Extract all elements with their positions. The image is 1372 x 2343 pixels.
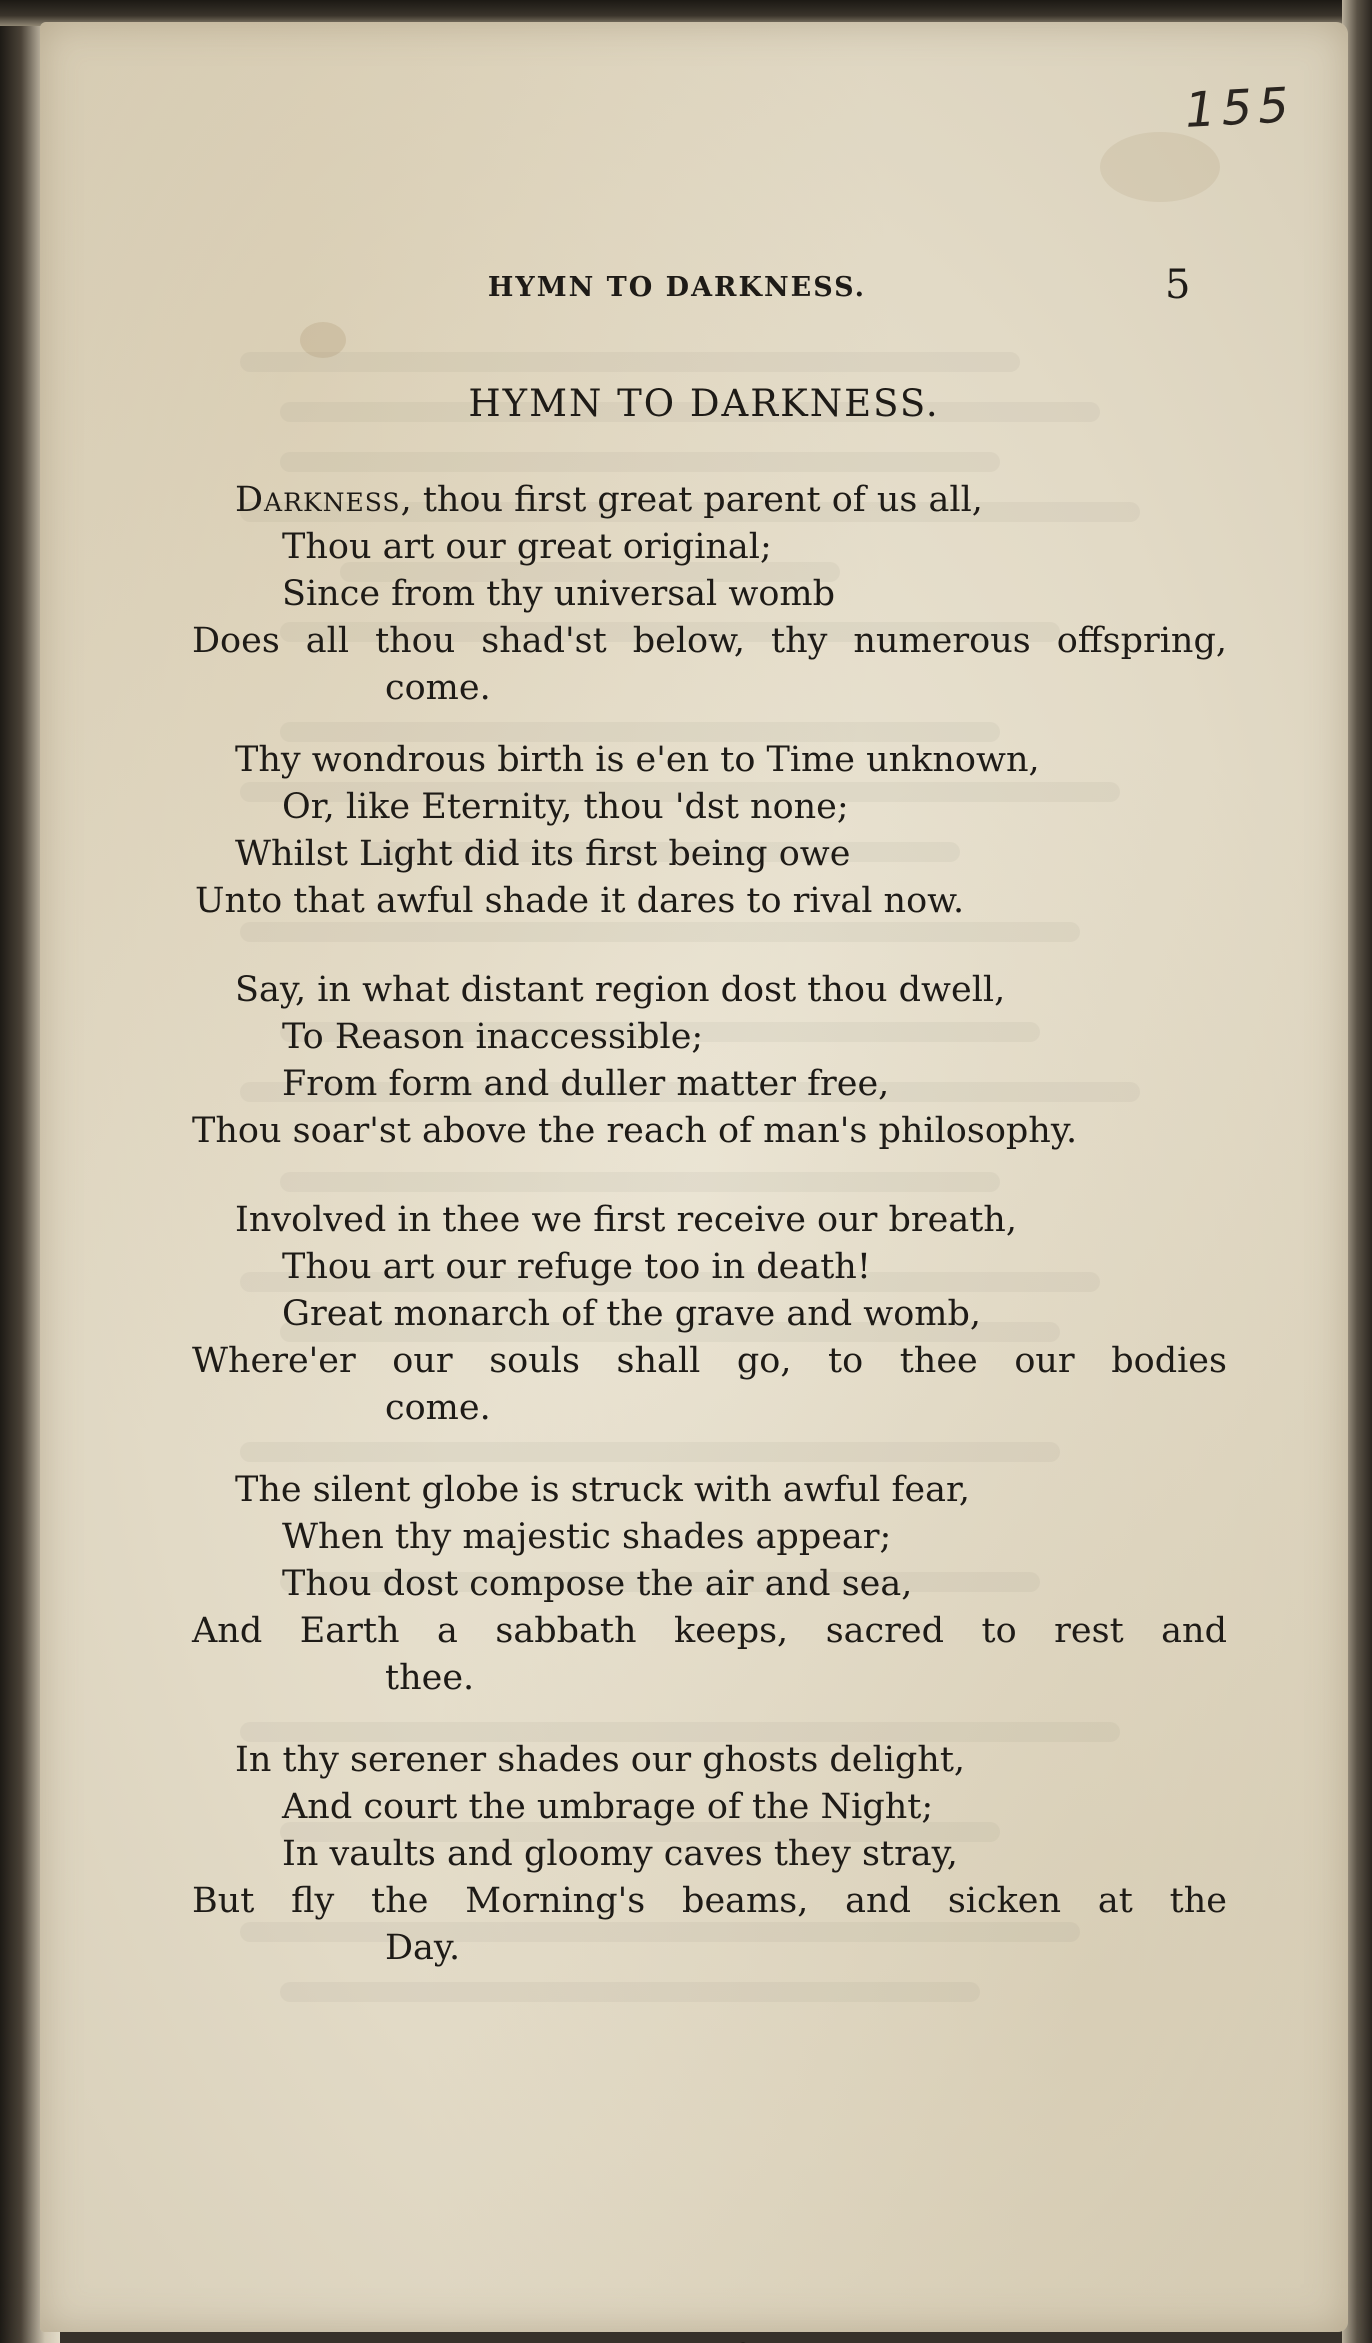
- poem-line: The silent globe is struck with awful fear,: [235, 1470, 971, 1510]
- poem-line: Unto that awful shade it dares to rival now.: [195, 881, 965, 921]
- poem-title-text: HYMN TO DARKNESS.: [468, 382, 940, 425]
- running-head-title: HYMN TO DARKNESS.: [487, 272, 867, 303]
- poem-line: thee.: [385, 1658, 475, 1698]
- poem-line: come.: [385, 668, 491, 708]
- poem-line: In thy serener shades our ghosts delight,: [235, 1740, 966, 1780]
- running-head: [40, 272, 1348, 303]
- poem-line: To Reason inaccessible;: [282, 1017, 704, 1057]
- foxing-spot: [1100, 132, 1220, 202]
- poem-line: Thy wondrous birth is e'en to Time unknown,: [235, 740, 1040, 780]
- page-number: 5: [1165, 262, 1191, 308]
- poem-line: Thou soar'st above the reach of man's philosophy.: [192, 1111, 1078, 1151]
- poem-line: Say, in what distant region dost thou dwell,: [235, 970, 1006, 1010]
- line-text: , thou first great parent of us all,: [400, 480, 983, 520]
- book-page: [40, 22, 1348, 2332]
- poem-line: When thy majestic shades appear;: [282, 1517, 892, 1557]
- poem-line: And Earth a sabbath keeps, sacred to rest and: [192, 1611, 1227, 1651]
- poem-line: Where'er our souls shall go, to thee our bodies: [192, 1341, 1227, 1381]
- poem-line: [235, 477, 983, 523]
- poem-line: come.: [385, 1388, 491, 1428]
- poem-line: And court the umbrage of the Night;: [282, 1787, 934, 1827]
- foxing-spot: [300, 322, 346, 358]
- poem-line: Does all thou shad'st below, thy numerous offspring,: [192, 621, 1227, 661]
- bleed-through-text: [40, 22, 1348, 2332]
- poem-line: Thou dost compose the air and sea,: [282, 1564, 913, 1604]
- handwritten-folio-number: 155: [1183, 77, 1297, 139]
- poem-line: Thou art our refuge too in death!: [282, 1247, 871, 1287]
- poem-title: [40, 382, 1348, 425]
- poem-line: But fly the Morning's beams, and sicken at the: [192, 1881, 1227, 1921]
- poem-line: Or, like Eternity, thou 'dst none;: [282, 787, 849, 827]
- drop-word: Darkness: [235, 480, 401, 520]
- poem-line: In vaults and gloomy caves they stray,: [282, 1834, 958, 1874]
- poem-line: Great monarch of the grave and womb,: [282, 1294, 982, 1334]
- poem-line: Involved in thee we first receive our breath,: [235, 1200, 1017, 1240]
- poem-line: Day.: [385, 1928, 461, 1968]
- poem-line: From form and duller matter free,: [282, 1064, 890, 1104]
- poem-line: Since from thy universal womb: [282, 574, 835, 614]
- poem-line: Whilst Light did its first being owe: [235, 834, 851, 874]
- poem-line: Thou art our great original;: [282, 527, 772, 567]
